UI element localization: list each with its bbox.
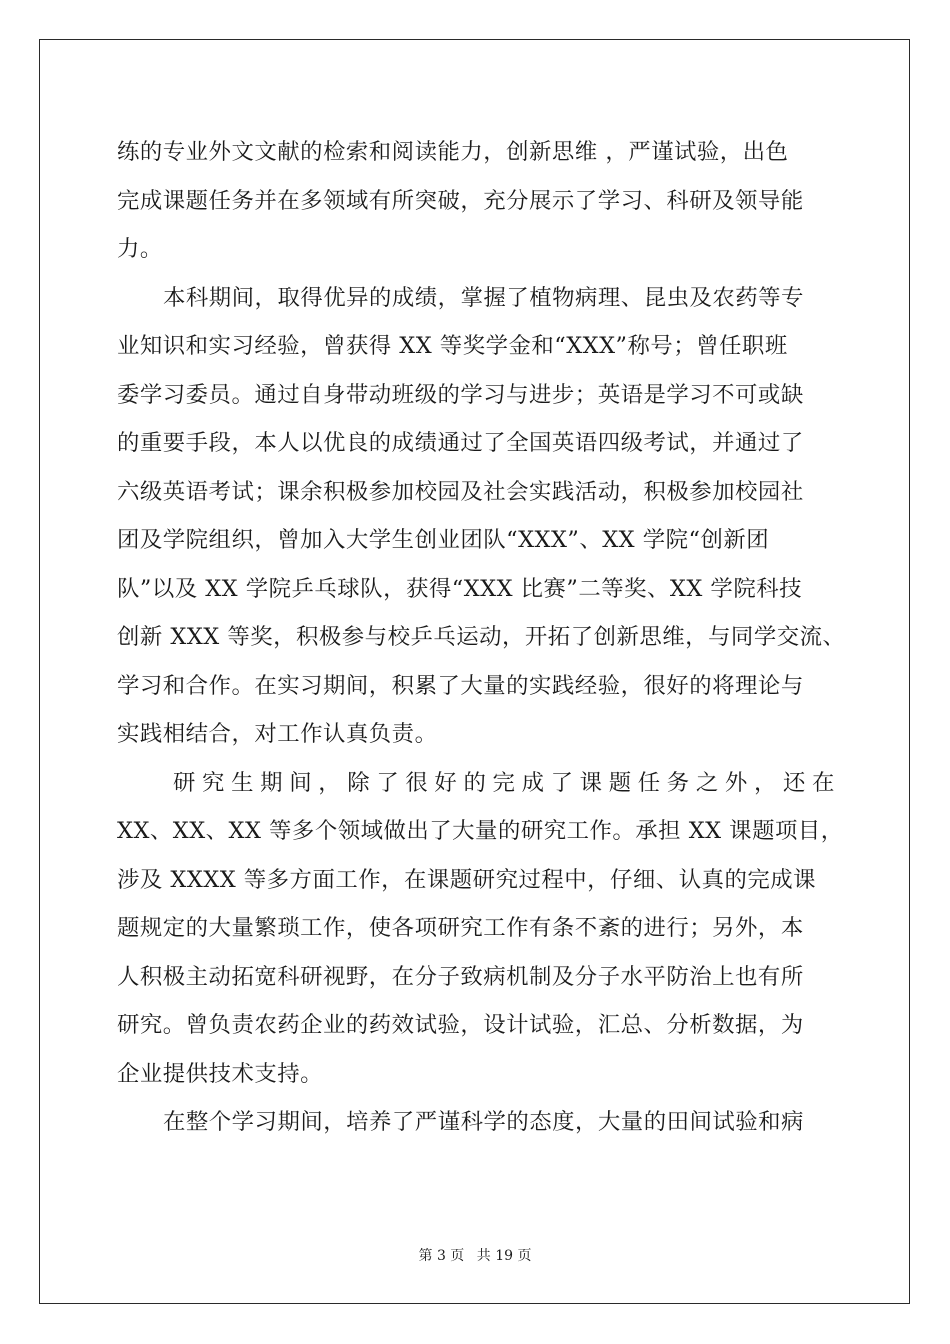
text-line: 题规定的大量繁琐工作，使各项研究工作有条不紊的进行；另外，本	[117, 915, 804, 941]
spaced-char: 好	[434, 769, 458, 796]
spaced-char: 务	[666, 769, 690, 796]
spaced-char: 究	[202, 769, 225, 796]
text-line: 的重要手段，本人以优良的成绩通过了全国英语四级考试，并通过了	[117, 430, 804, 456]
text-line: 练的专业外文文献的检索和阅读能力，创新思维 ，严谨试验，出色	[117, 139, 789, 165]
text-line: 力。	[117, 236, 163, 262]
text-line: 委学习委员。通过自身带动班级的学习与进步；英语是学习不可或缺	[117, 381, 804, 408]
text-line: 完成课题任务并在多领域有所突破，充分展示了学习、科研及领导能	[117, 187, 804, 214]
spaced-char: 了	[550, 769, 574, 796]
text-line: XX、XX、XX 等多个领域做出了大量的研究工作。承担 XX 课题项目，	[117, 818, 844, 844]
spaced-char: 间	[289, 769, 313, 796]
spaced-char: 期	[260, 769, 284, 796]
spaced-char: 了	[376, 769, 400, 796]
spaced-char: 在	[812, 769, 835, 796]
paragraph-start-line-spaced	[117, 759, 835, 808]
spaced-char: 还	[782, 769, 806, 796]
spaced-char: 研	[173, 769, 196, 796]
text-line: 企业提供技术支持。	[117, 1060, 324, 1087]
spaced-char: 之	[695, 769, 719, 796]
spaced-char: 任	[637, 769, 661, 796]
page-number: 第 3 页	[418, 1248, 465, 1264]
spaced-char: 题	[608, 769, 632, 796]
spaced-char: ，	[318, 769, 342, 796]
spaced-char: 除	[347, 769, 371, 796]
text-line: 业知识和实习经验，曾获得 XX 等奖学金和“XXX”称号；曾任职班	[117, 333, 788, 359]
spaced-char: 生	[231, 769, 254, 796]
text-line: 六级英语考试；课余积极参加校园及社会实践活动，积极参加校园社	[117, 478, 804, 505]
page-footer	[0, 1247, 950, 1265]
paragraph-start-line: 在整个学习期间，培养了严谨科学的态度，大量的田间试验和病	[163, 1109, 804, 1135]
spaced-char: ，	[753, 769, 777, 796]
spaced-char: 外	[724, 769, 748, 796]
spaced-char: 课	[579, 769, 603, 796]
text-line: 学习和合作。在实习期间，积累了大量的实践经验，很好的将理论与	[117, 672, 804, 699]
spaced-char: 很	[405, 769, 429, 796]
text-line: 团及学院组织，曾加入大学生创业团队“XXX”、XX 学院“创新团	[117, 527, 770, 553]
text-line: 涉及 XXXX 等多方面工作，在课题研究过程中，仔细、认真的完成课	[117, 866, 817, 893]
document-body	[117, 128, 846, 1147]
spaced-char: 成	[521, 769, 545, 796]
page-total: 共 19 页	[476, 1248, 532, 1264]
text-line: 创新 XXX 等奖，积极参与校乒乓运动，开拓了创新思维，与同学交流、	[117, 624, 846, 650]
text-line: 人积极主动拓宽科研视野，在分子致病机制及分子水平防治上也有所	[117, 963, 804, 990]
text-line: 实践相结合，对工作认真负责。	[117, 721, 438, 747]
paragraph-start-line: 本科期间，取得优异的成绩，掌握了植物病理、昆虫及农药等专	[163, 284, 804, 311]
spaced-char: 完	[492, 769, 516, 796]
spaced-char: 的	[463, 769, 487, 796]
text-line: 队”以及 XX 学院乒乓球队，获得“XXX 比赛”二等奖、XX 学院科技	[117, 575, 802, 602]
text-line: 研究。曾负责农药企业的药效试验，设计试验，汇总、分析数据，为	[117, 1012, 804, 1038]
